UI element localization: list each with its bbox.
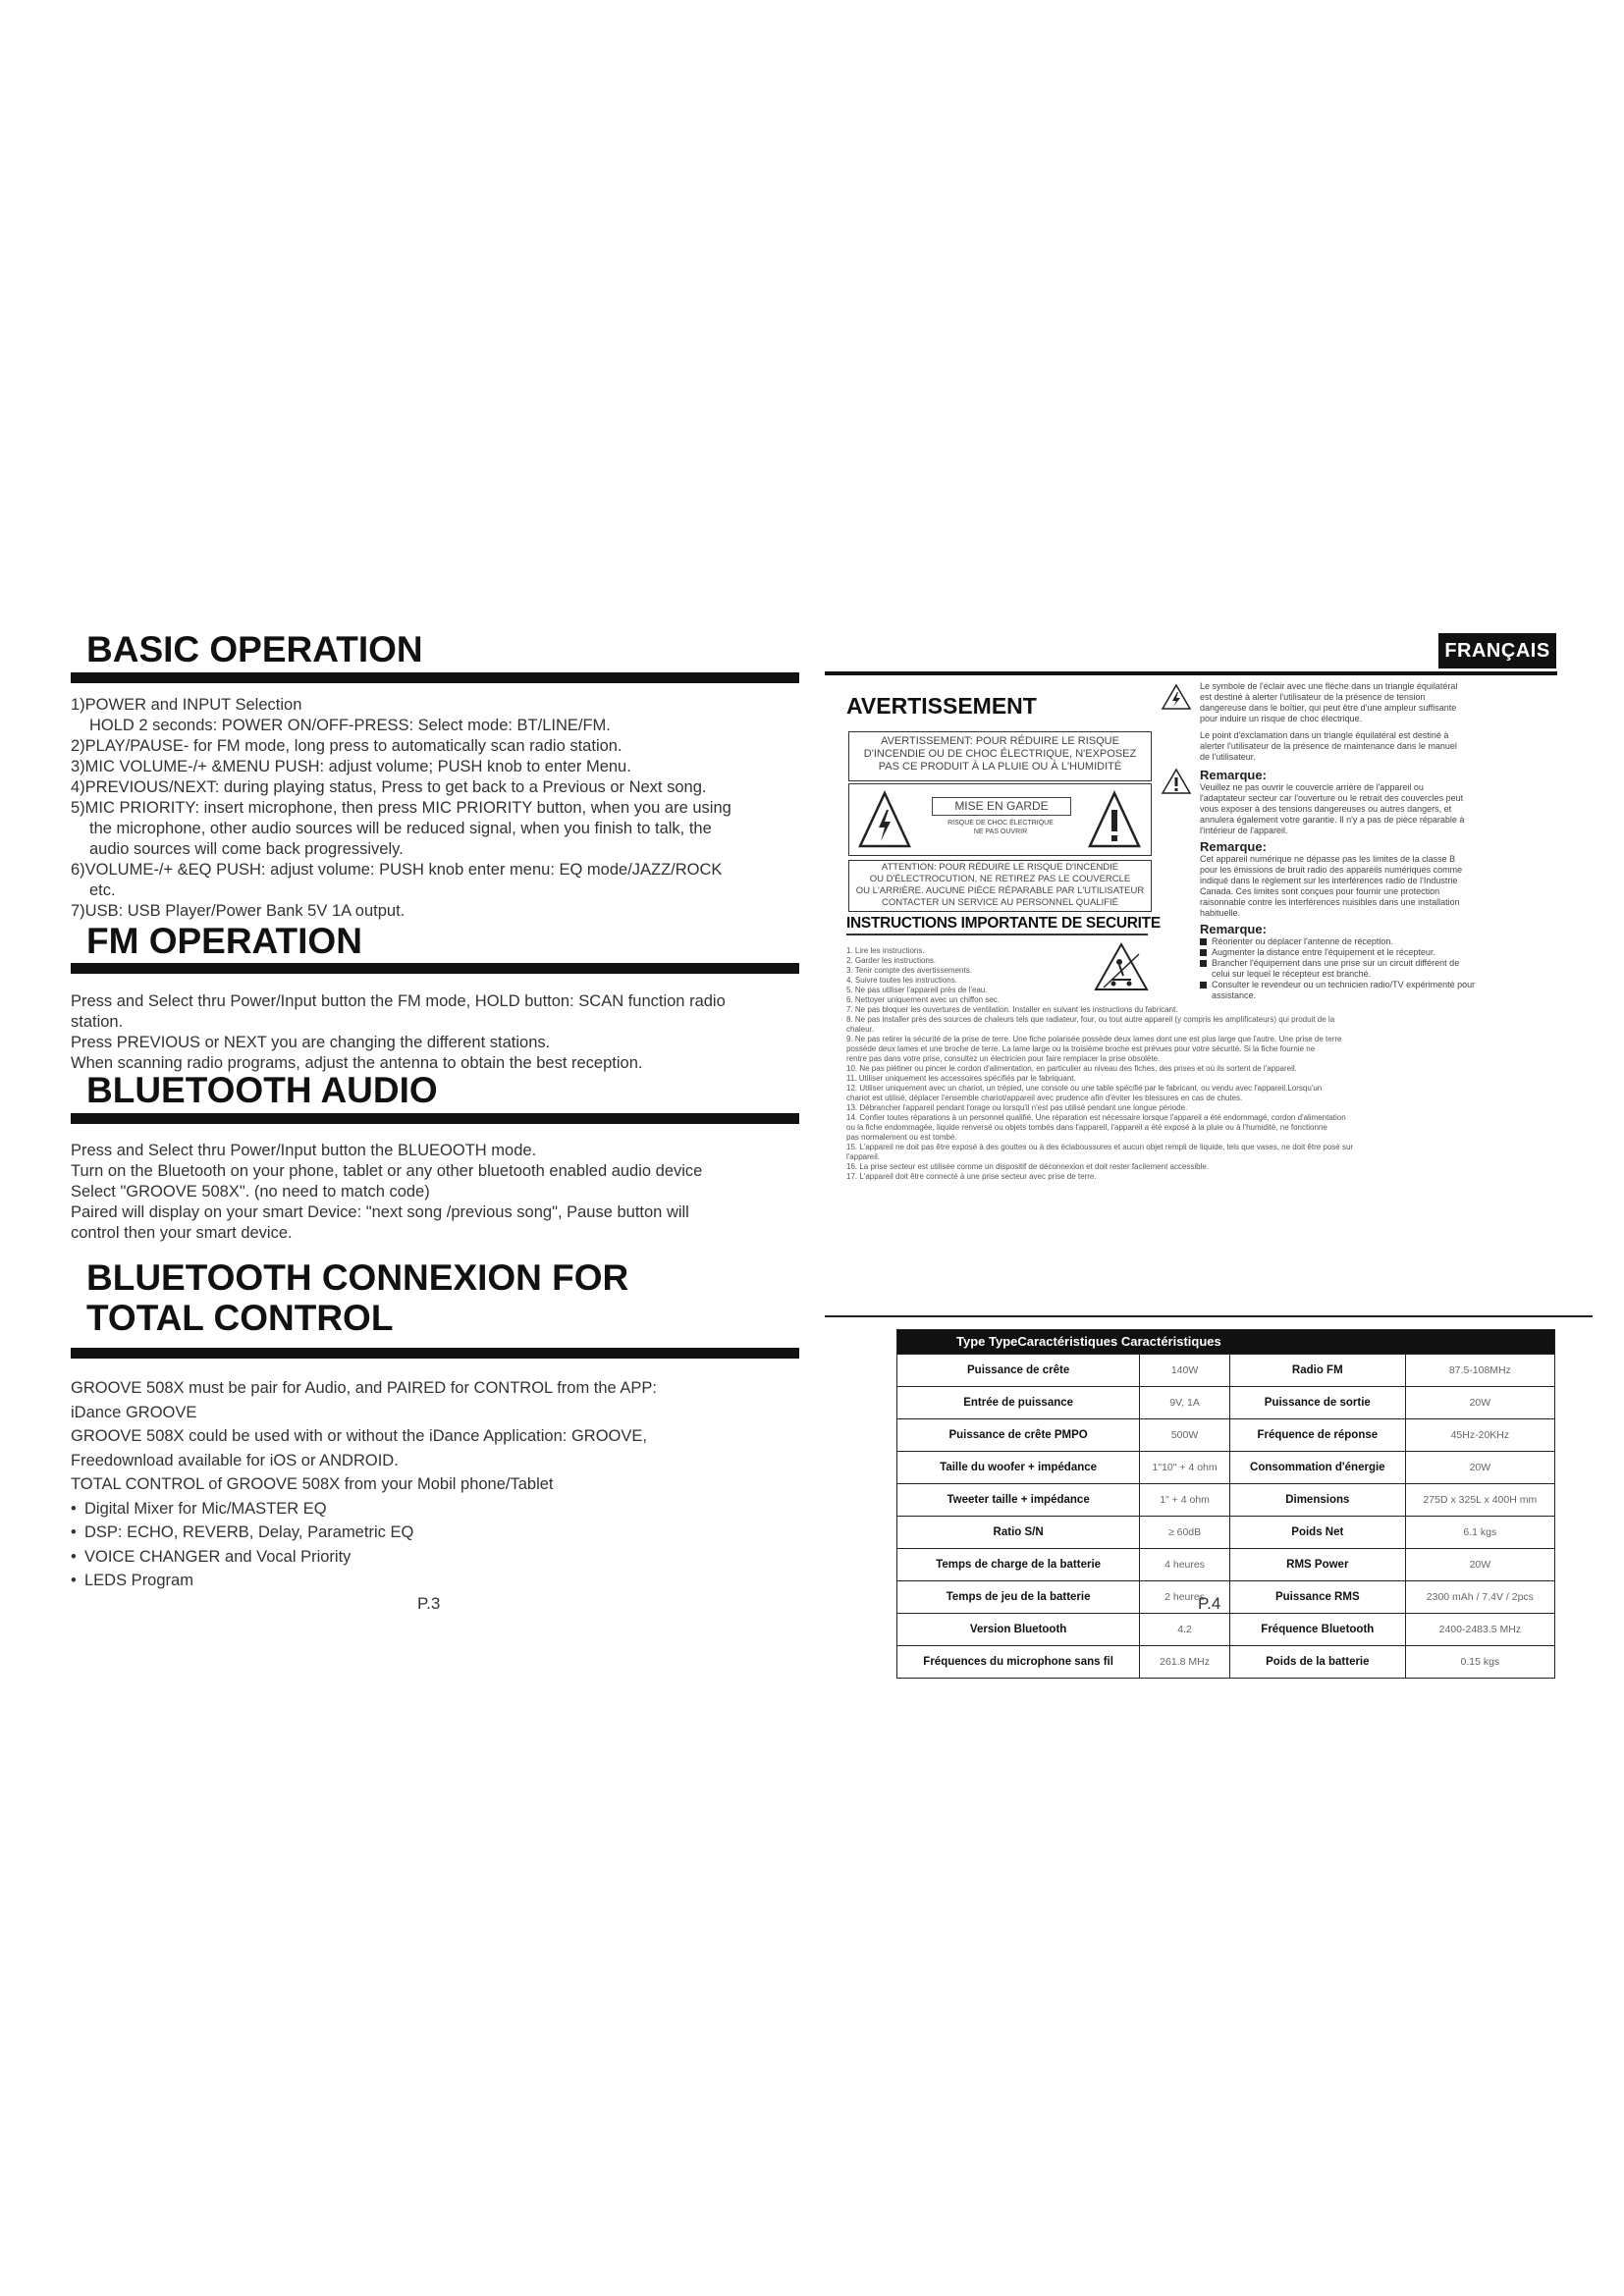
text-line: iDance GROOVE xyxy=(71,1403,197,1421)
table-row xyxy=(897,1581,1555,1614)
mise-en-garde-sub xyxy=(932,819,1069,836)
table-cell: 6.1 kgs xyxy=(1405,1517,1554,1549)
table-row xyxy=(897,1517,1555,1549)
warning-box-3 xyxy=(848,860,1152,912)
list-item: Brancher l'équipement dans une prise sur un circuit différent de xyxy=(1200,958,1561,969)
connexion-text xyxy=(71,1376,797,1593)
text-line: 1)POWER and INPUT Selection xyxy=(71,696,302,714)
table-cell: Taille du woofer + impédance xyxy=(897,1452,1140,1484)
list-item: 12. Utiliser uniquement avec un chariot, un trépied, une console ou une table spécifié par le fabricant, ou vendu avec l'appareil.Lorsqu'un xyxy=(846,1084,1323,1093)
remark-label: Remarque: xyxy=(1200,839,1267,854)
box-line: RISQUE DE CHOC ÉLECTRIQUE xyxy=(947,820,1054,827)
warning-title: AVERTISSEMENT xyxy=(846,693,1037,719)
divider xyxy=(71,672,799,683)
safety-instructions-title: INSTRUCTIONS IMPORTANTE DE SECURITE xyxy=(846,915,1161,932)
box-line: D'INCENDIE OU DE CHOC ÉLECTRIQUE, N'EXPOSEZ xyxy=(863,748,1137,760)
table-cell: Entrée de puissance xyxy=(897,1387,1140,1419)
table-row xyxy=(897,1419,1555,1452)
table-cell: Temps de charge de la batterie xyxy=(897,1549,1140,1581)
table-cell: Temps de jeu de la batterie xyxy=(897,1581,1140,1614)
exclamation-warning-icon xyxy=(1087,790,1142,849)
heading-basic-operation: BASIC OPERATION xyxy=(86,629,423,669)
divider xyxy=(825,1315,1593,1317)
list-item: Consulter le revendeur ou un technicien radio/TV expérimenté pour xyxy=(1200,980,1561,990)
text-line: annulera également votre garantie. Il n'y a pas de pièce réparable à xyxy=(1200,815,1465,825)
table-cell: 1" + 4 ohm xyxy=(1140,1484,1230,1517)
text-line: 7)USB: USB Player/Power Bank 5V 1A output. xyxy=(71,902,406,920)
remark-label: Remarque: xyxy=(1200,768,1267,782)
table-row xyxy=(897,1387,1555,1419)
text-line: raisonnable contre les interférences nuisibles dans une installation xyxy=(1200,897,1460,907)
list-item: 14. Confier toutes réparations à un personnel qualifié. Une réparation est nécessaire lorsque l'appareil a été endommagé, cordon d'alimentation xyxy=(846,1113,1346,1122)
list-item: pas normalement ou est tombé. xyxy=(846,1133,957,1142)
table-cell: Puissance de sortie xyxy=(1229,1387,1405,1419)
list-item: 15. L'appareil ne doit pas être exposé à des gouttes ou à des éclaboussures et aucun objet rempli de liquide, tels que vases, ne doit être posé sur xyxy=(846,1143,1354,1151)
list-item: 2. Garder les instructions. xyxy=(846,956,937,965)
list-item: assistance. xyxy=(1212,990,1257,1000)
remark-2 xyxy=(1200,854,1561,919)
text-line: Select "GROOVE 508X". (no need to match code) xyxy=(71,1183,430,1201)
lightning-warning-icon xyxy=(857,790,912,849)
warning-box-2 xyxy=(848,783,1152,856)
text-line: the microphone, other audio sources will be reduced signal, when you finish to talk, the xyxy=(89,820,712,837)
text-line: Le symbole de l'éclair avec une flèche dans un triangle équilatéral xyxy=(1200,681,1458,691)
text-line: dangereuse dans le boîtier, qui peut être d'une ampleur suffisante xyxy=(1200,703,1457,713)
text-line: Cet appareil numérique ne dépasse pas les limites de la classe B xyxy=(1200,854,1456,864)
divider xyxy=(71,1348,799,1359)
bullet-item: • Digital Mixer for Mic/MASTER EQ xyxy=(71,1499,327,1518)
list-item: 8. Ne pas installer près des sources de chaleurs tels que radiateur, four, ou tout autre appareil (y compris les amplificateurs) qui produit de la xyxy=(846,1015,1335,1024)
remark-3 xyxy=(1200,936,1561,1001)
list-item: 4. Suivre toutes les instructions. xyxy=(846,976,957,985)
list-item: 3. Tenir compte des avertissements. xyxy=(846,966,972,975)
table-cell: Fréquence Bluetooth xyxy=(1229,1614,1405,1646)
text-line: habituelle. xyxy=(1200,908,1241,918)
box-line: ATTENTION: POUR RÉDUIRE LE RISQUE D'INCENDIE xyxy=(881,862,1119,873)
table-row xyxy=(897,1646,1555,1679)
box-line: OU L'ARRIÈRE. AUCUNE PIÈCE RÉPARABLE PAR L'UTILISATEUR xyxy=(855,885,1145,896)
heading-bluetooth-connexion: BLUETOOTH CONNEXION FOR xyxy=(86,1257,629,1298)
table-cell: RMS Power xyxy=(1229,1549,1405,1581)
text-line: station. xyxy=(71,1013,124,1031)
list-item: 5. Ne pas utiliser l'appareil près de l'eau. xyxy=(846,986,988,994)
symbol-explanation-1 xyxy=(1200,681,1561,724)
text-line: pour induire un risque de choc électrique. xyxy=(1200,714,1363,723)
page-number-left: P.3 xyxy=(417,1594,441,1613)
table-cell: 261.8 MHz xyxy=(1140,1646,1230,1679)
list-item: 13. Débrancher l'appareil pendant l'orage ou lorsqu'il n'est pas utilisé pendant une longue période. xyxy=(846,1103,1188,1112)
heading-fm-operation: FM OPERATION xyxy=(86,921,362,961)
list-item: rentre pas dans votre prise, consultez un électricien pour faire remplacer la prise obsolète. xyxy=(846,1054,1161,1063)
table-cell: Puissance RMS xyxy=(1229,1581,1405,1614)
table-cell: 2 heures xyxy=(1140,1581,1230,1614)
text-line: 3)MIC VOLUME-/+ &MENU PUSH: adjust volume; PUSH knob to enter Menu. xyxy=(71,758,631,775)
mise-en-garde-label: MISE EN GARDE xyxy=(932,797,1071,816)
text-line: 2)PLAY/PAUSE- for FM mode, long press to automatically scan radio station. xyxy=(71,737,623,755)
list-item: 1. Lire les instructions. xyxy=(846,946,925,955)
table-cell: Version Bluetooth xyxy=(897,1614,1140,1646)
text-line: Canada. Ces limites sont conçues pour fournir une protection xyxy=(1200,886,1440,896)
list-item: Réorienter ou déplacer l'antenne de réception. xyxy=(1200,936,1561,947)
list-item: celui sur lequel le récepteur est branché. xyxy=(1212,969,1372,979)
table-cell: Tweeter taille + impédance xyxy=(897,1484,1140,1517)
text-line: l'intérieur de l'appareil. xyxy=(1200,826,1288,835)
warning-box-1 xyxy=(848,731,1152,781)
table-cell: 45Hz-20KHz xyxy=(1405,1419,1554,1452)
list-item: 6. Nettoyer uniquement avec un chiffon sec. xyxy=(846,995,1000,1004)
table-cell: 500W xyxy=(1140,1419,1230,1452)
table-cell: ≥ 60dB xyxy=(1140,1517,1230,1549)
text-line: Le point d'exclamation dans un triangle équilatéral est destiné à xyxy=(1200,730,1449,740)
page-number-right: P.4 xyxy=(1198,1594,1221,1613)
table-cell: 9V, 1A xyxy=(1140,1387,1230,1419)
table-cell: Fréquences du microphone sans fil xyxy=(897,1646,1140,1679)
list-item: ou la fiche endommagée, liquide renversé ou objets tombés dans l'appareil, l'appareil a été exposé à la pluie ou à l'humidité, ne fonctionne xyxy=(846,1123,1327,1132)
symbol-explanation-2 xyxy=(1200,730,1561,763)
table-cell: Fréquence de réponse xyxy=(1229,1419,1405,1452)
text-line: de l'utilisateur. xyxy=(1200,752,1256,762)
text-line: 4)PREVIOUS/NEXT: during playing status, Press to get back to a Previous or Next song. xyxy=(71,778,707,796)
list-item: 7. Ne pas bloquer les ouvertures de ventilation. Installer en suivant les instructions du fabricant. xyxy=(846,1005,1178,1014)
list-item: 10. Ne pas piétiner ou pincer le cordon d'alimentation, en particulier au niveau des fiches, des prises et où ils sortent de l'appareil. xyxy=(846,1064,1297,1073)
divider xyxy=(71,963,799,974)
box-line: NE PAS OUVRIR xyxy=(973,828,1028,835)
table-cell: 140W xyxy=(1140,1355,1230,1387)
table-row xyxy=(897,1452,1555,1484)
language-badge: FRANÇAIS xyxy=(1438,633,1556,668)
remark-1 xyxy=(1200,782,1561,836)
table-cell: Puissance de crête PMPO xyxy=(897,1419,1140,1452)
list-item: possède deux lames et une broche de terre. La lame large ou la troisième broche est prévues pour votre sécurité. Si la fiche fournie ne xyxy=(846,1044,1316,1053)
table-row xyxy=(897,1484,1555,1517)
exclamation-warning-icon xyxy=(1161,768,1192,795)
text-line: Paired will display on your smart Device: "next song /previous song", Pause button will xyxy=(71,1203,689,1221)
text-line: GROOVE 508X could be used with or without the iDance Application: GROOVE, xyxy=(71,1427,647,1445)
table-cell: Poids de la batterie xyxy=(1229,1646,1405,1679)
table-cell: 0.15 kgs xyxy=(1405,1646,1554,1679)
text-line: alerter l'utilisateur de la présence de maintenance dans le manuel xyxy=(1200,741,1457,751)
table-header: Type TypeCaractéristiques Caractéristiques xyxy=(897,1330,1555,1355)
lightning-warning-icon xyxy=(1161,683,1192,711)
fm-operation-text xyxy=(71,991,797,1074)
text-line: Freedownload available for iOS or ANDROID. xyxy=(71,1451,399,1469)
box-line: AVERTISSEMENT: POUR RÉDUIRE LE RISQUE xyxy=(881,735,1119,747)
text-line: HOLD 2 seconds: POWER ON/OFF-PRESS: Select mode: BT/LINE/FM. xyxy=(89,717,611,734)
list-item: chaleur. xyxy=(846,1025,875,1034)
text-line: l'adaptateur secteur car l'ouverture ou le retrait des couvercles peut xyxy=(1200,793,1464,803)
table-cell: 87.5-108MHz xyxy=(1405,1355,1554,1387)
text-line: TOTAL CONTROL of GROOVE 508X from your Mobil phone/Tablet xyxy=(71,1475,554,1493)
box-line: PAS CE PRODUIT À LA PLUIE OU À L'HUMIDITÉ xyxy=(878,761,1122,773)
divider xyxy=(825,671,1557,675)
list-item: chariot est utilisé, déplacer l'ensemble chariot/appareil avec prudence afin d'éviter les blessures en cas de chutes. xyxy=(846,1094,1243,1102)
basic-operation-text xyxy=(71,695,797,922)
list-item: Augmenter la distance entre l'équipement et le récepteur. xyxy=(1200,947,1561,958)
list-item: l'appareil. xyxy=(846,1152,880,1161)
table-row xyxy=(897,1355,1555,1387)
table-cell: Ratio S/N xyxy=(897,1517,1140,1549)
text-line: control then your smart device. xyxy=(71,1224,293,1242)
list-item: 17. L'appareil doit être connecté à une prise secteur avec prise de terre. xyxy=(846,1172,1097,1181)
text-line: 6)VOLUME-/+ &EQ PUSH: adjust volume: PUSH knob enter menu: EQ mode/JAZZ/ROCK xyxy=(71,861,723,879)
box-line: CONTACTER UN SERVICE AU PERSONNEL QUALIFIÉ xyxy=(881,897,1119,908)
text-line: When scanning radio programs, adjust the antenna to obtain the best reception. xyxy=(71,1054,643,1072)
text-line: Turn on the Bluetooth on your phone, tablet or any other bluetooth enabled audio device xyxy=(71,1162,703,1180)
text-line: etc. xyxy=(89,881,116,899)
table-cell: 1"10" + 4 ohm xyxy=(1140,1452,1230,1484)
bluetooth-audio-text xyxy=(71,1141,797,1244)
table-cell: 20W xyxy=(1405,1452,1554,1484)
heading-total-control: TOTAL CONTROL xyxy=(86,1298,394,1338)
table-cell: Poids Net xyxy=(1229,1517,1405,1549)
table-row xyxy=(897,1549,1555,1581)
text-line: est destiné à alerter l'utilisateur de la présence de tension xyxy=(1200,692,1426,702)
specifications-table xyxy=(896,1329,1555,1679)
table-cell: 2400-2483.5 MHz xyxy=(1405,1614,1554,1646)
table-cell: 4 heures xyxy=(1140,1549,1230,1581)
divider xyxy=(846,934,1148,935)
table-cell: 20W xyxy=(1405,1387,1554,1419)
table-cell: 4.2 xyxy=(1140,1614,1230,1646)
table-cell: 20W xyxy=(1405,1549,1554,1581)
list-item: 16. La prise secteur est utilisée comme un dispositif de déconnexion et doit rester facilement accessible. xyxy=(846,1162,1210,1171)
text-line: pour les émissions de bruit radio des appareils numériques comme xyxy=(1200,865,1463,875)
bullet-item: • VOICE CHANGER and Vocal Priority xyxy=(71,1547,352,1566)
heading-bluetooth-audio: BLUETOOTH AUDIO xyxy=(86,1070,438,1110)
box-line: OU D'ÉLECTROCUTION, NE RETIREZ PAS LE COUVERCLE xyxy=(869,874,1131,884)
text-line: vous exposer à des tensions dangereuses ou autres dangers, et xyxy=(1200,804,1452,814)
bullet-item: • LEDS Program xyxy=(71,1572,193,1589)
text-line: Press and Select thru Power/Input button the BLUEOOTH mode. xyxy=(71,1142,537,1159)
table-cell: Consommation d'énergie xyxy=(1229,1452,1405,1484)
text-line: audio sources will come back progressively. xyxy=(89,840,404,858)
divider xyxy=(71,1113,799,1124)
table-cell: Puissance de crête xyxy=(897,1355,1140,1387)
table-header-row xyxy=(897,1330,1555,1355)
list-item: 9. Ne pas retirer la sécurité de la prise de terre. Une fiche polarisée possède deux lames dont une est plus large que l'autre. Une prise de terre xyxy=(846,1035,1342,1043)
table-row xyxy=(897,1614,1555,1646)
list-item: 11. Utiliser uniquement les accessoires spécifiés par le fabriquant. xyxy=(846,1074,1076,1083)
table-cell: 275D x 325L x 400H mm xyxy=(1405,1484,1554,1517)
text-line: Veuillez ne pas ouvrir le couvercle arrière de l'appareil ou xyxy=(1200,782,1424,792)
remark-label: Remarque: xyxy=(1200,922,1267,936)
text-line: GROOVE 508X must be pair for Audio, and PAIRED for CONTROL from the APP: xyxy=(71,1379,657,1397)
table-cell: Dimensions xyxy=(1229,1484,1405,1517)
text-line: Press and Select thru Power/Input button the FM mode, HOLD button: SCAN function radio xyxy=(71,992,726,1010)
bullet-item: • DSP: ECHO, REVERB, Delay, Parametric EQ xyxy=(71,1523,414,1541)
table-cell: 2300 mAh / 7.4V / 2pcs xyxy=(1405,1581,1554,1614)
text-line: indiqué dans le règlement sur les interférences radio de l'Industrie xyxy=(1200,876,1458,885)
text-line: 5)MIC PRIORITY: insert microphone, then press MIC PRIORITY button, when you are using xyxy=(71,799,731,817)
table-cell: Radio FM xyxy=(1229,1355,1405,1387)
text-line: Press PREVIOUS or NEXT you are changing the different stations. xyxy=(71,1034,551,1051)
